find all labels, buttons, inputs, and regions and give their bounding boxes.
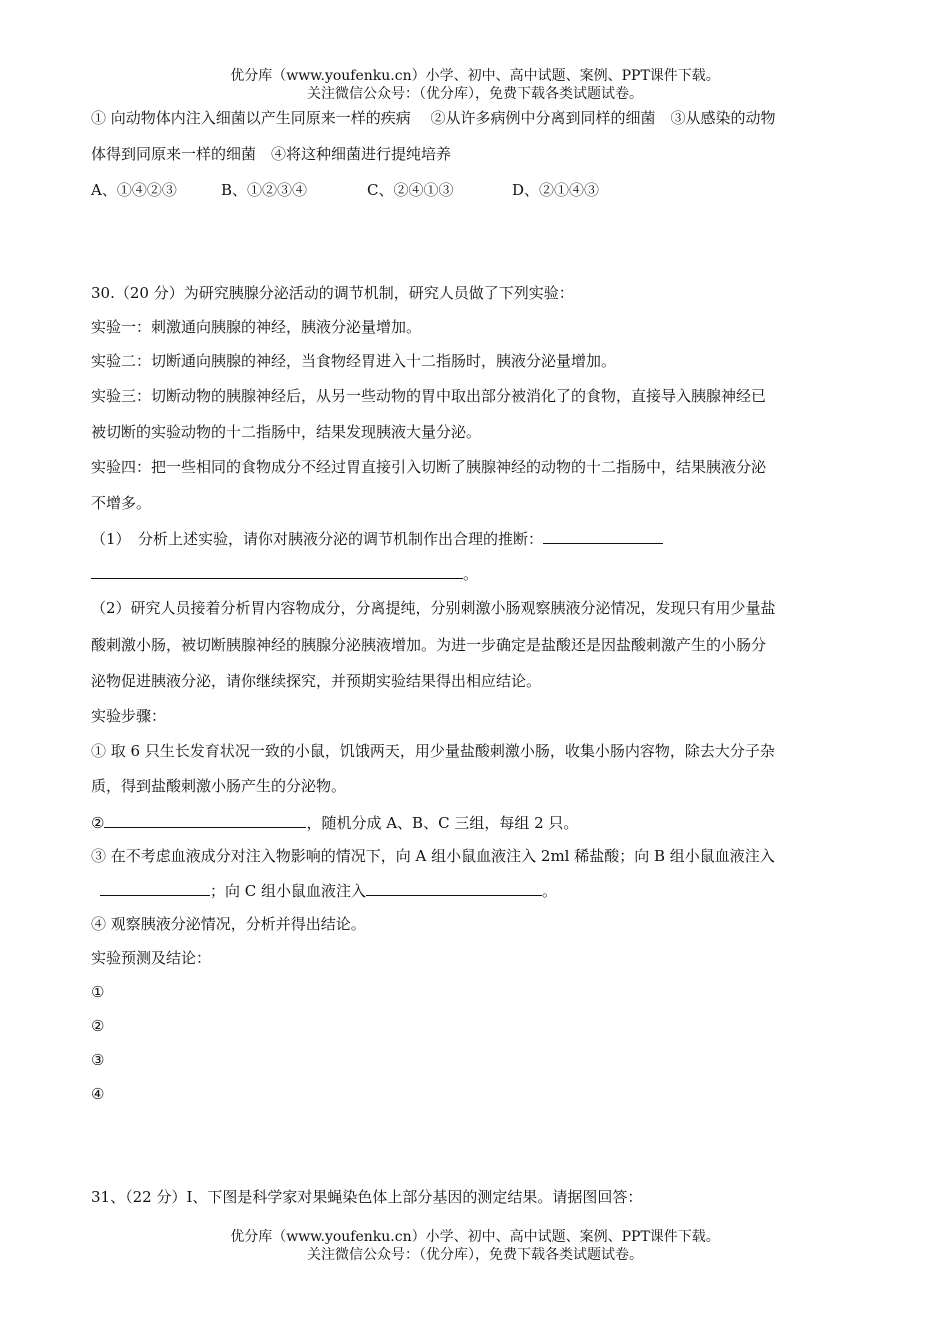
q30-step-1-line-2: 质，得到盐酸刺激小肠产生的分泌物。 — [91, 777, 347, 795]
q31-title: 31、（22 分）Ⅰ、下图是科学家对果蝇染色体上部分基因的测定结果。请据图回答： — [91, 1188, 643, 1206]
page-header-line-1: 优分库（www.youfenku.cn）小学、初中、高中试题、案例、PPT课件下载。 — [230, 68, 720, 84]
q29-steps-line-2: 体得到同原来一样的细菌 ④将这种细菌进行提纯培养 — [91, 145, 452, 163]
q30-sub1 — [91, 529, 663, 548]
q30-steps-label: 实验步骤： — [91, 707, 167, 725]
q30-step-2-blank[interactable] — [104, 813, 306, 828]
q30-step-1-line-1: ① 取 6 只生长发育状况一致的小鼠，饥饿两天，用少量盐酸刺激小肠，收集小肠内容物，除去大分子杂 — [91, 742, 775, 760]
q30-prediction-1: ① — [91, 983, 105, 1001]
q29-option-c: C、②④①③ — [367, 181, 454, 199]
q30-sub1-text: （1） 分析上述实验，请你对胰液分泌的调节机制作出合理的推断： — [91, 530, 544, 548]
q30-step-3-line-2 — [100, 881, 557, 900]
q30-experiment-1: 实验一：刺激通向胰腺的神经，胰液分泌量增加。 — [91, 318, 422, 336]
q30-sub1-period: 。 — [463, 565, 479, 583]
q30-experiment-3-line-2: 被切断的实验动物的十二指肠中，结果发现胰液大量分泌。 — [91, 423, 482, 441]
q30-prediction-2: ② — [91, 1017, 105, 1035]
q29-options — [91, 181, 599, 199]
q30-sub2-line-3: 泌物促进胰液分泌，请你继续探究，并预期实验结果得出相应结论。 — [91, 672, 542, 690]
q30-step-3-blank-b[interactable] — [100, 881, 210, 896]
q29-option-a: A、①④②③ — [91, 181, 177, 199]
q30-prediction-label: 实验预测及结论： — [91, 949, 212, 967]
q30-step-3-end: 。 — [542, 882, 558, 900]
q30-prediction-4: ④ — [91, 1085, 105, 1103]
page-footer-line-2: 关注微信公众号：（优分库），免费下载各类试题试卷。 — [307, 1247, 643, 1263]
q30-step-2-prefix: ② — [91, 814, 105, 832]
q30-experiment-4-line-1: 实验四：把一些相同的食物成分不经过胃直接引入切断了胰腺神经的动物的十二指肠中，结果胰液分泌 — [91, 458, 767, 476]
q30-experiment-3-line-1: 实验三：切断动物的胰腺神经后，从另一些动物的胃中取出部分被消化了的食物，直接导入胰腺神经已 — [91, 387, 767, 405]
q30-prediction-3: ③ — [91, 1051, 105, 1069]
q29-option-b: B、①②③④ — [221, 181, 308, 199]
q30-sub1-answer-blank[interactable] — [543, 529, 663, 544]
q30-experiment-2: 实验二：切断通向胰腺的神经，当食物经胃进入十二指肠时，胰液分泌量增加。 — [91, 352, 617, 370]
q30-sub2-line-1: （2）研究人员接着分析胃内容物成分，分离提纯，分别刺激小肠观察胰液分泌情况，发现只有用少量盐 — [91, 599, 776, 617]
q30-step-4: ④ 观察胰液分泌情况，分析并得出结论。 — [91, 915, 366, 933]
q30-step-2-suffix: ，随机分成 A、B、C 三组，每组 2 只。 — [306, 814, 579, 832]
q30-experiment-4-line-2: 不增多。 — [91, 494, 152, 512]
q30-step-3-line-1: ③ 在不考虑血液成分对注入物影响的情况下，向 A 组小鼠血液注入 2ml 稀盐酸；向 B 组小鼠血液注入 — [91, 847, 775, 865]
q30-title: 30.（20 分）为研究胰腺分泌活动的调节机制，研究人员做了下列实验： — [91, 284, 574, 302]
q29-option-d: D、②①④③ — [512, 181, 600, 199]
q30-sub1-continuation — [91, 564, 478, 583]
page-header-line-2: 关注微信公众号：（优分库），免费下载各类试题试卷。 — [307, 86, 643, 102]
q30-step-2 — [91, 813, 578, 832]
q30-sub1-answer-blank-2[interactable] — [91, 564, 463, 579]
q30-step-3-blank-c[interactable] — [366, 881, 542, 896]
q29-steps-line-1: ① 向动物体内注入细菌以产生同原来一样的疾病 ②从许多病例中分离到同样的细菌 ③从感染的动物 — [91, 109, 776, 127]
q30-sub2-line-2: 酸刺激小肠，被切断胰腺神经的胰腺分泌胰液增加。为进一步确定是盐酸还是因盐酸刺激产生的小肠分 — [91, 636, 767, 654]
q30-step-3-mid: ；向 C 组小鼠血液注入 — [210, 882, 367, 900]
page-footer-line-1: 优分库（www.youfenku.cn）小学、初中、高中试题、案例、PPT课件下载。 — [230, 1229, 720, 1245]
